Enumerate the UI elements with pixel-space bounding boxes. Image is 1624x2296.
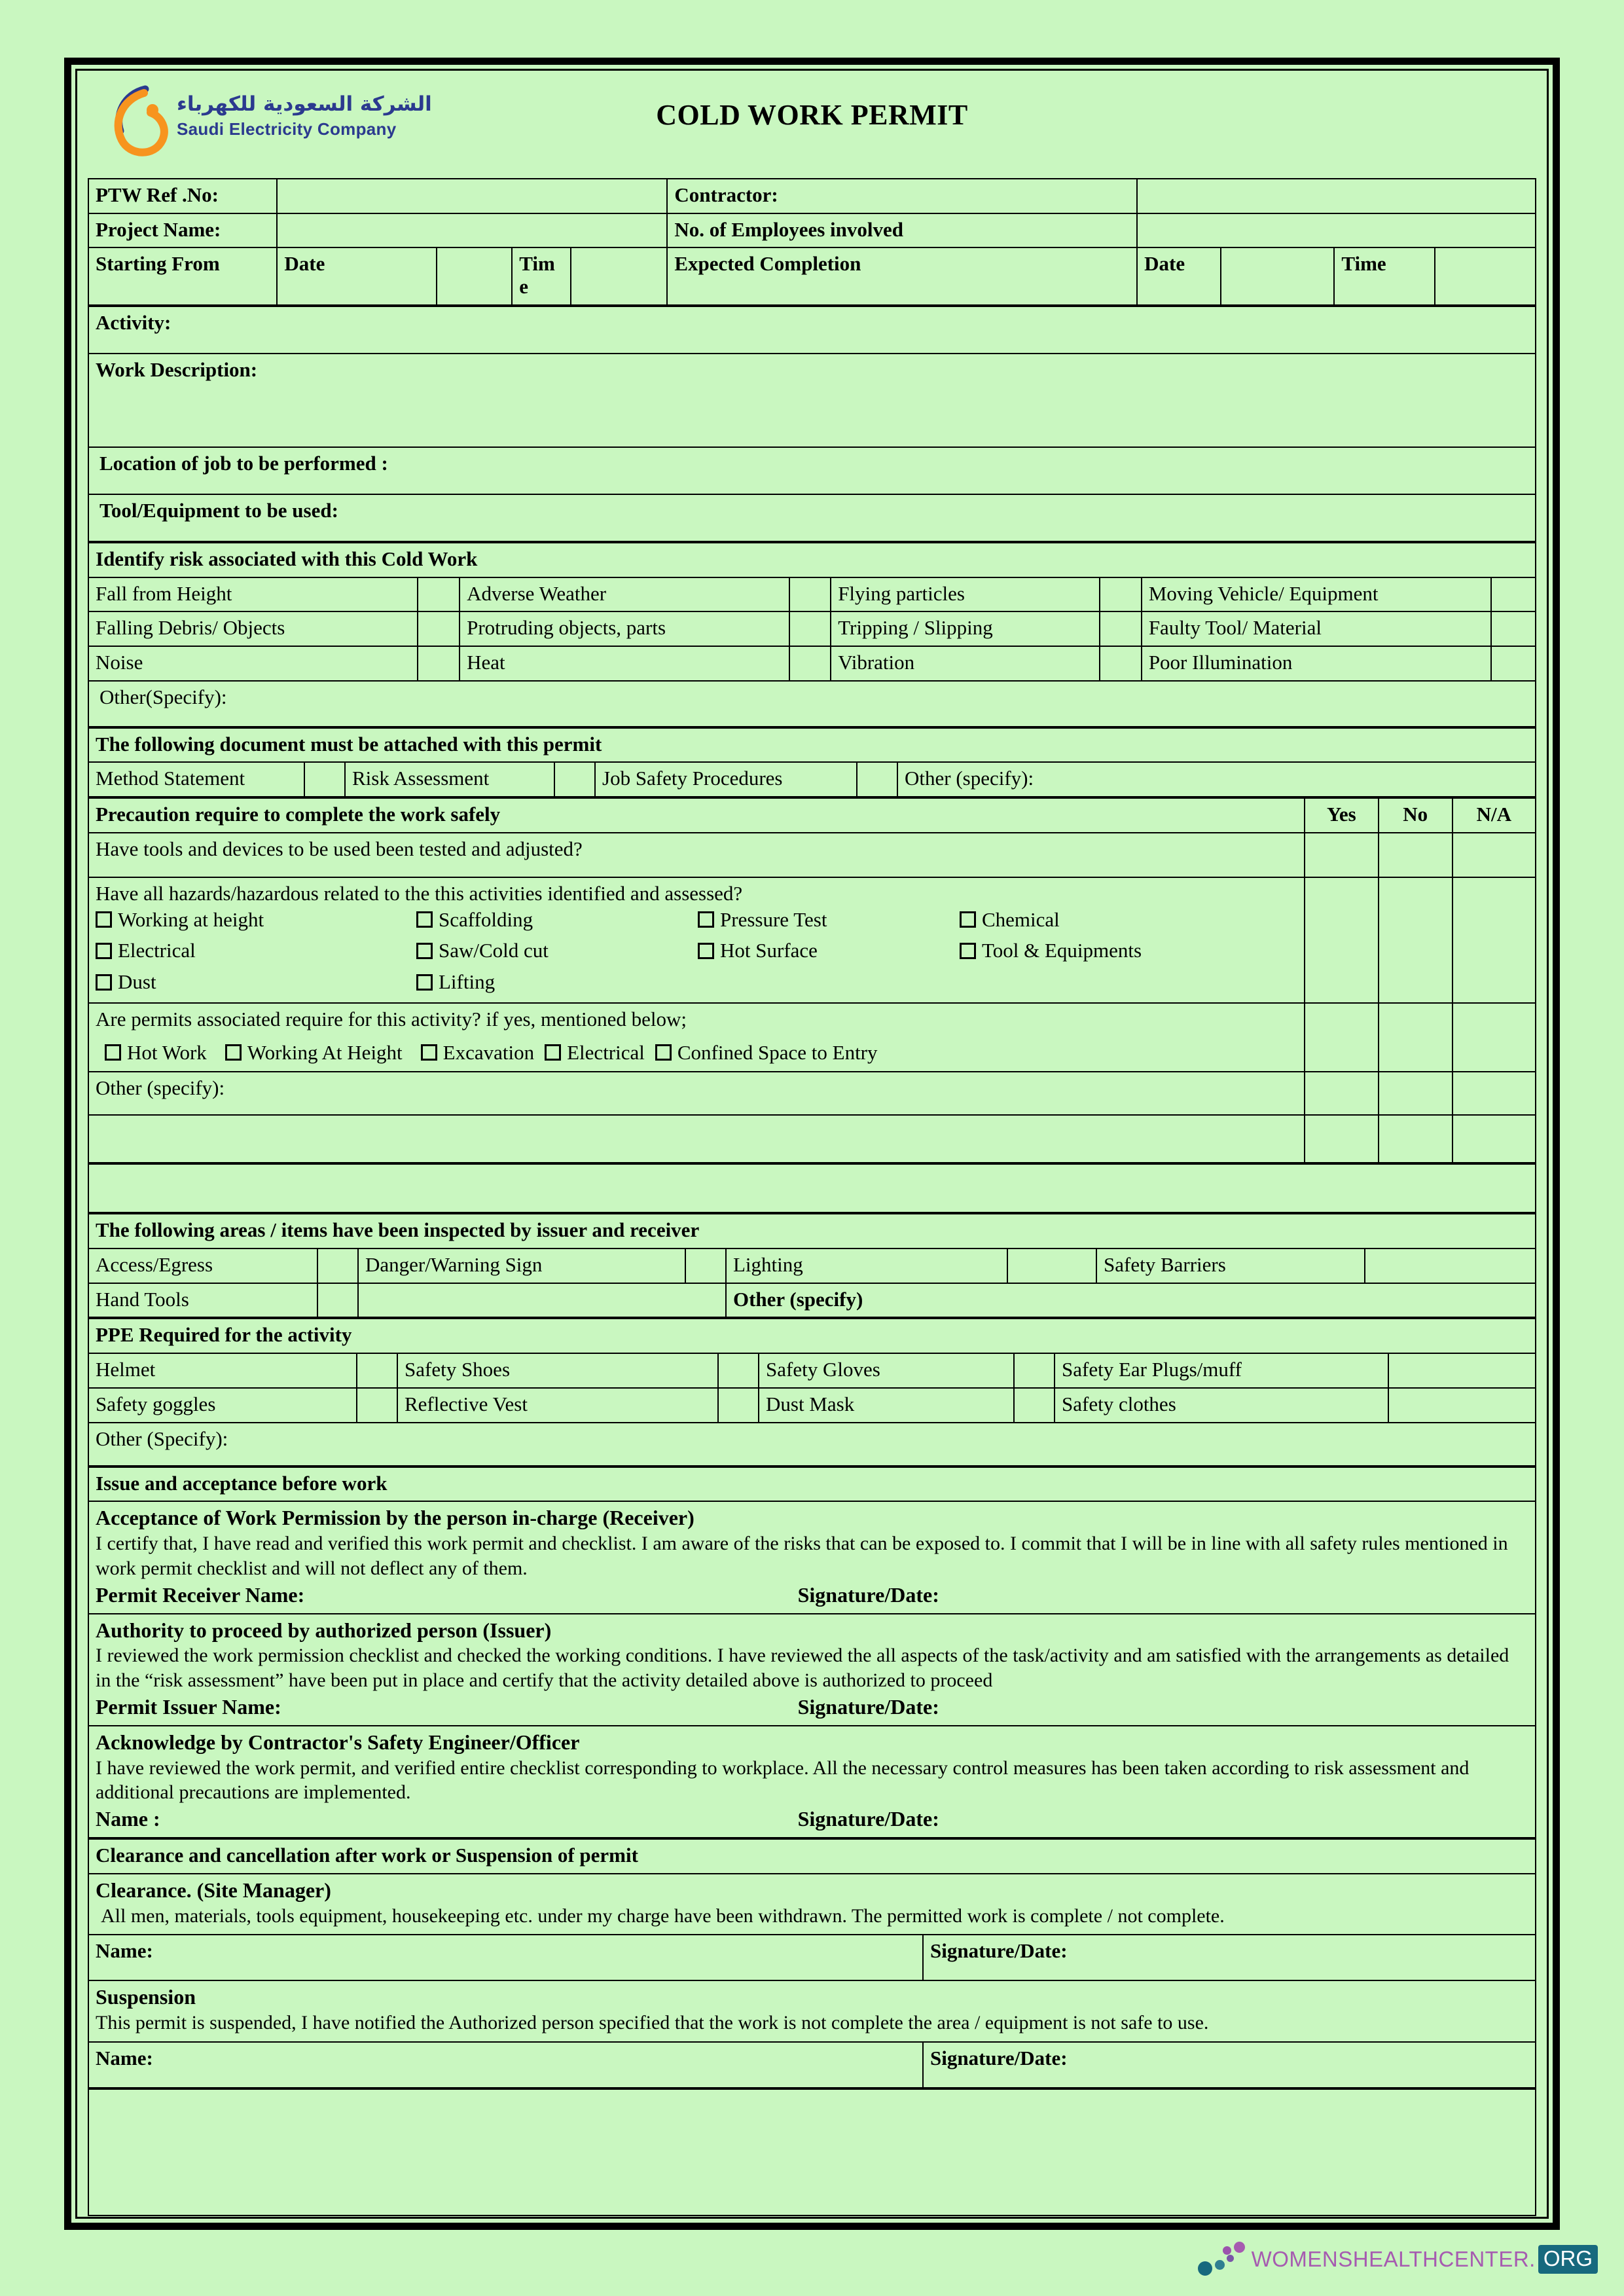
document-checkbox-cell[interactable]	[857, 762, 897, 797]
inspection-label: Lighting	[726, 1248, 1007, 1283]
hazard-option[interactable]	[416, 971, 497, 994]
receiver-signature-label[interactable]: Signature/Date:	[797, 1582, 939, 1607]
ppe-checkbox-cell[interactable]	[1388, 1353, 1536, 1388]
starting-from-label: Starting From	[88, 247, 277, 304]
document-label: Method Statement	[88, 762, 304, 797]
inspection-checkbox-cell[interactable]	[1365, 1248, 1536, 1283]
permit-type-label: Working At Height	[247, 1040, 403, 1064]
clearance-text: All men, materials, tools equipment, housekeeping etc. under my charge have been withdrawn. The permitted work is complete / not complete.	[101, 1904, 1225, 1927]
risk-other-field[interactable]: Other(Specify):	[88, 681, 1536, 727]
checkbox-icon[interactable]	[698, 943, 714, 959]
answer-na-cell[interactable]	[1453, 1115, 1536, 1163]
hazard-option-label: Chemical	[982, 907, 1060, 931]
ppe-label: Reflective Vest	[397, 1388, 718, 1423]
table-row	[88, 1467, 1536, 1502]
table-row	[88, 1248, 1536, 1283]
table-row	[88, 833, 1536, 877]
contractor-signature-line	[96, 1808, 1528, 1831]
ppe-label: Safety Ear Plugs/muff	[1055, 1353, 1388, 1388]
ppe-section-heading: PPE Required for the activity	[88, 1319, 1536, 1353]
risk-label: Flying particles	[831, 577, 1100, 612]
inspection-label: Safety Barriers	[1096, 1248, 1365, 1283]
table-row	[88, 762, 1536, 797]
end-date-value-cell[interactable]	[1221, 247, 1334, 304]
ppe-label: Safety goggles	[88, 1388, 357, 1423]
permit-type-label: Electrical	[567, 1040, 645, 1064]
permit-type-row	[96, 1042, 1297, 1065]
answer-yes-cell[interactable]	[1305, 1003, 1379, 1072]
table-row	[88, 1980, 1536, 2042]
inspection-table	[88, 1213, 1536, 1318]
answer-no-cell[interactable]	[1379, 1003, 1453, 1072]
table-row	[88, 1423, 1536, 1466]
ppe-label: Safety Shoes	[397, 1353, 718, 1388]
hazard-option-label: Electrical	[118, 939, 196, 962]
ppe-checkbox-cell[interactable]	[718, 1353, 759, 1388]
permit-type-option[interactable]	[655, 1042, 880, 1065]
table-row	[88, 2042, 1536, 2088]
risk-checkbox-cell[interactable]	[418, 577, 460, 612]
end-date-label: Date	[1137, 247, 1221, 304]
issuer-signature-line	[96, 1696, 1528, 1719]
permit-type-option[interactable]	[545, 1042, 647, 1065]
answer-na-cell[interactable]	[1453, 833, 1536, 877]
permit-page	[64, 58, 1560, 2230]
employees-value-cell[interactable]	[1137, 213, 1536, 248]
clearance-name-field[interactable]: Name:	[88, 1935, 923, 1980]
document-checkbox-cell[interactable]	[554, 762, 595, 797]
end-time-label: Time	[1334, 247, 1435, 304]
answer-yes-cell[interactable]	[1305, 1115, 1379, 1163]
table-row	[88, 354, 1536, 447]
inspection-label: Hand Tools	[88, 1283, 317, 1318]
permit-type-option[interactable]	[421, 1042, 537, 1065]
table-row	[88, 543, 1536, 577]
permit-type-label: Hot Work	[127, 1040, 207, 1064]
inspection-checkbox-cell[interactable]	[317, 1248, 358, 1283]
issuer-name-label[interactable]: Permit Issuer Name:	[96, 1694, 281, 1719]
ppe-checkbox-cell[interactable]	[1014, 1353, 1055, 1388]
ptw-ref-value-cell[interactable]	[277, 179, 667, 213]
hazard-option[interactable]	[96, 939, 416, 962]
checkbox-icon[interactable]	[96, 943, 112, 959]
ppe-other-field[interactable]: Other (Specify):	[88, 1423, 1536, 1466]
hazard-option[interactable]	[96, 971, 416, 994]
table-row	[88, 611, 1536, 646]
hazard-option-label: Dust	[118, 970, 156, 994]
start-date-label: Date	[277, 247, 437, 304]
precaution-question-3: Are permits associated require for this activity? if yes, mentioned below;	[96, 1007, 687, 1030]
table-row	[88, 1614, 1536, 1726]
risk-checkbox-cell[interactable]	[418, 611, 460, 646]
answer-na-cell[interactable]	[1453, 1003, 1536, 1072]
table-row	[88, 1501, 1536, 1613]
hazard-option-label: Hot Surface	[720, 939, 818, 962]
precautions-table	[88, 797, 1536, 1163]
issuer-signature-label[interactable]: Signature/Date:	[797, 1694, 939, 1719]
project-name-value-cell[interactable]	[277, 213, 667, 248]
hazard-option-label: Working at height	[118, 907, 264, 931]
documents-section-heading: The following document must be attached with this permit	[88, 728, 1536, 763]
watermark-org-badge: ORG	[1538, 2245, 1598, 2274]
table-row	[88, 681, 1536, 727]
answer-yes-cell[interactable]	[1305, 877, 1379, 1003]
permit-page-inner	[75, 69, 1549, 2219]
risk-label: Tripping / Slipping	[831, 611, 1100, 646]
hazard-option-label: Lifting	[439, 970, 496, 994]
start-time-value-cell[interactable]	[571, 247, 667, 304]
table-row	[88, 1283, 1536, 1318]
ppe-checkbox-cell[interactable]	[1388, 1388, 1536, 1423]
inspection-section-heading: The following areas / items have been inspected by issuer and receiver	[88, 1214, 1536, 1248]
ppe-checkbox-cell[interactable]	[718, 1388, 759, 1423]
col-header-yes: Yes	[1305, 798, 1379, 833]
risk-label: Protruding objects, parts	[460, 611, 789, 646]
issue-section-heading: Issue and acceptance before work	[88, 1467, 1536, 1502]
precaution-question-3-cell	[88, 1003, 1305, 1072]
answer-no-cell[interactable]	[1379, 1115, 1453, 1163]
hazard-checkbox-row	[96, 939, 1297, 962]
checkbox-icon[interactable]	[105, 1044, 121, 1061]
col-header-na: N/A	[1453, 798, 1536, 833]
table-row	[88, 213, 1536, 248]
checkbox-icon[interactable]	[545, 1044, 561, 1061]
risk-label: Falling Debris/ Objects	[88, 611, 418, 646]
checkbox-icon[interactable]	[655, 1044, 672, 1061]
suspension-name-field[interactable]: Name:	[88, 2042, 923, 2088]
checkbox-icon[interactable]	[416, 911, 433, 928]
table-row	[88, 798, 1536, 833]
ppe-checkbox-cell[interactable]	[357, 1353, 397, 1388]
ppe-label: Safety clothes	[1055, 1388, 1388, 1423]
receiver-block	[88, 1501, 1536, 1613]
document-label: Job Safety Procedures	[595, 762, 857, 797]
hazard-option-label: Tool & Equipments	[982, 939, 1142, 962]
table-row	[88, 247, 1536, 304]
ppe-checkbox-cell[interactable]	[1014, 1388, 1055, 1423]
documents-table	[88, 727, 1536, 797]
risk-checkbox-cell[interactable]	[1100, 611, 1142, 646]
site-watermark	[1197, 2241, 1598, 2278]
contractor-ack-title: Acknowledge by Contractor's Safety Engineer/Officer	[96, 1730, 580, 1754]
checkbox-icon[interactable]	[96, 974, 112, 991]
receiver-name-label[interactable]: Permit Receiver Name:	[96, 1582, 305, 1607]
end-time-value-cell[interactable]	[1435, 247, 1536, 304]
footer-blank-cell[interactable]	[88, 2089, 1536, 2215]
risk-label: Heat	[460, 646, 789, 681]
hazard-option[interactable]	[96, 909, 416, 932]
ppe-checkbox-cell[interactable]	[357, 1388, 397, 1423]
table-row	[88, 1072, 1536, 1115]
checkbox-icon[interactable]	[416, 974, 433, 991]
inspection-label: Danger/Warning Sign	[358, 1248, 685, 1283]
hazard-option[interactable]	[416, 909, 698, 932]
start-date-value-cell[interactable]	[437, 247, 512, 304]
issuer-block	[88, 1614, 1536, 1726]
checkbox-icon[interactable]	[698, 911, 714, 928]
permit-type-option[interactable]	[225, 1042, 405, 1065]
inspection-checkbox-cell[interactable]	[685, 1248, 726, 1283]
risk-label: Adverse Weather	[460, 577, 789, 612]
table-row	[88, 494, 1536, 541]
watermark-dots-icon	[1197, 2243, 1252, 2276]
table-row	[88, 577, 1536, 612]
answer-na-cell[interactable]	[1453, 877, 1536, 1003]
inspection-label: Access/Egress	[88, 1248, 317, 1283]
answer-yes-cell[interactable]	[1305, 1072, 1379, 1115]
clearance-table	[88, 1838, 1536, 2088]
ppe-label: Safety Gloves	[759, 1353, 1014, 1388]
receiver-title: Acceptance of Work Permission by the person in-charge (Receiver)	[96, 1506, 695, 1530]
blank-notes-cell[interactable]	[88, 1164, 1536, 1212]
expected-completion-label: Expected Completion	[667, 247, 1137, 304]
checkbox-icon[interactable]	[960, 943, 976, 959]
activity-field[interactable]: Activity:	[88, 306, 1536, 354]
issuer-title: Authority to proceed by authorized person (Issuer)	[96, 1618, 552, 1642]
risk-checkbox-cell[interactable]	[789, 611, 831, 646]
receiver-signature-line	[96, 1584, 1528, 1607]
document-header	[88, 80, 1536, 178]
precautions-section-heading: Precaution require to complete the work safely	[88, 798, 1305, 833]
work-description-field[interactable]: Work Description:	[88, 354, 1536, 447]
ppe-label: Dust Mask	[759, 1388, 1014, 1423]
table-row	[88, 1839, 1536, 1874]
issuer-text: I reviewed the work permission checklist and checked the working conditions. I have reviewed the all aspects of the task/activity and am satisfied with the arrangements as detailed in the “risk assessment” have been put in place and certify that the activity detailed above is authorized to proceed	[96, 1645, 1509, 1692]
hazard-option-label: Scaffolding	[439, 907, 533, 931]
table-row	[88, 1003, 1536, 1072]
table-row	[88, 646, 1536, 681]
table-row	[88, 1874, 1536, 1935]
suspension-text: This permit is suspended, I have notified the Authorized person specified that the work is not complete the area / equipment is not safe to use.	[96, 2012, 1209, 2034]
hazard-option[interactable]	[416, 939, 698, 962]
inspection-other-field[interactable]: Other (specify)	[726, 1283, 1536, 1318]
checkbox-icon[interactable]	[960, 911, 976, 928]
risk-checkbox-cell[interactable]	[789, 646, 831, 681]
table-row	[88, 1353, 1536, 1388]
col-header-no: No	[1379, 798, 1453, 833]
project-name-label: Project Name:	[88, 213, 277, 248]
answer-no-cell[interactable]	[1379, 833, 1453, 877]
document-checkbox-cell[interactable]	[304, 762, 345, 797]
inspection-checkbox-cell[interactable]	[317, 1283, 358, 1318]
checkbox-icon[interactable]	[225, 1044, 242, 1061]
checkbox-icon[interactable]	[416, 943, 433, 959]
precautions-blank-cell[interactable]	[88, 1115, 1305, 1163]
precaution-question-1: Have tools and devices to be used been tested and adjusted?	[88, 833, 1305, 877]
hazard-option-label: Saw/Cold cut	[439, 939, 549, 962]
table-row	[88, 179, 1536, 213]
issue-acceptance-table	[88, 1467, 1536, 1838]
logo-english-text: Saudi Electricity Company	[177, 118, 397, 139]
location-field[interactable]: Location of job to be performed :	[88, 447, 1536, 494]
suspension-signature-field[interactable]: Signature/Date:	[923, 2042, 1536, 2088]
risk-checkbox-cell[interactable]	[1100, 646, 1142, 681]
inspection-checkbox-cell[interactable]	[1007, 1248, 1096, 1283]
risk-checkbox-cell[interactable]	[1491, 611, 1536, 646]
table-row	[88, 1726, 1536, 1838]
risk-checkbox-cell[interactable]	[789, 577, 831, 612]
precautions-extra-blank-table	[88, 1163, 1536, 1213]
table-row	[88, 1388, 1536, 1423]
table-row	[88, 877, 1536, 1003]
page-title: COLD WORK PERMIT	[656, 99, 968, 131]
precaution-question-2-cell	[88, 877, 1305, 1003]
answer-no-cell[interactable]	[1379, 877, 1453, 1003]
ptw-ref-label: PTW Ref .No:	[88, 179, 277, 213]
answer-na-cell[interactable]	[1453, 1072, 1536, 1115]
tools-field[interactable]: Tool/Equipment to be used:	[88, 494, 1536, 541]
precautions-other-field[interactable]: Other (specify):	[88, 1072, 1305, 1115]
risk-checkbox-cell[interactable]	[418, 646, 460, 681]
risk-checkbox-cell[interactable]	[1100, 577, 1142, 612]
suspension-title: Suspension	[96, 1985, 196, 2009]
risk-label: Vibration	[831, 646, 1100, 681]
table-row	[88, 728, 1536, 763]
risk-label: Faulty Tool/ Material	[1142, 611, 1491, 646]
header-fields-table	[88, 178, 1536, 306]
clearance-title: Clearance. (Site Manager)	[96, 1878, 331, 1902]
contractor-signature-label[interactable]: Signature/Date:	[797, 1807, 939, 1831]
table-row	[88, 2089, 1536, 2215]
document-label: Risk Assessment	[345, 762, 554, 797]
clearance-signature-field[interactable]: Signature/Date:	[923, 1935, 1536, 1980]
table-row	[88, 1319, 1536, 1353]
hazard-checkbox-row	[96, 909, 1297, 932]
hazard-option[interactable]	[960, 939, 1144, 962]
risk-label: Moving Vehicle/ Equipment	[1142, 577, 1491, 612]
employees-label: No. of Employees involved	[667, 213, 1137, 248]
answer-no-cell[interactable]	[1379, 1072, 1453, 1115]
table-row	[88, 306, 1536, 354]
inspection-blank-cell[interactable]	[358, 1283, 726, 1318]
descriptive-table	[88, 306, 1536, 542]
permit-type-option[interactable]	[105, 1042, 209, 1065]
contractor-value-cell[interactable]	[1137, 179, 1536, 213]
precaution-question-2: Have all hazards/hazardous related to the this activities identified and assessed?	[96, 881, 743, 905]
table-row	[88, 1935, 1536, 1980]
logo-arabic-text: الشركة السعودية للكهرباء	[177, 92, 432, 116]
documents-other-field[interactable]: Other (specify):	[897, 762, 1536, 797]
permit-type-label: Excavation	[442, 1040, 535, 1064]
clearance-section-heading: Clearance and cancellation after work or Suspension of permit	[88, 1839, 1536, 1874]
start-time-label: Time	[512, 247, 571, 304]
watermark-name: WOMENSHEALTHCENTER.	[1251, 2247, 1536, 2271]
ppe-table	[88, 1318, 1536, 1466]
contractor-name-label[interactable]: Name :	[96, 1807, 160, 1831]
contractor-ack-block	[88, 1726, 1536, 1838]
table-row	[88, 1164, 1536, 1212]
receiver-text: I certify that, I have read and verified this work permit and checklist. I am aware of the risks that can be exposed to. I commit that I will be in line with all safety rules mentioned in work permit checklist and will not deflect any of them.	[96, 1533, 1508, 1579]
contractor-ack-text: I have reviewed the work permit, and verified entire checklist corresponding to workplace. All the necessary control measures has been taken according to risk assessment and additional precautions are implemented.	[96, 1757, 1470, 1804]
footer-blank-table	[88, 2088, 1536, 2216]
risk-section-heading: Identify risk associated with this Cold Work	[88, 543, 1536, 577]
risk-checkbox-cell[interactable]	[1491, 577, 1536, 612]
answer-yes-cell[interactable]	[1305, 833, 1379, 877]
table-row	[88, 1214, 1536, 1248]
risk-label: Noise	[88, 646, 418, 681]
table-row	[88, 447, 1536, 494]
hazard-option[interactable]	[960, 909, 1062, 932]
hazard-checkbox-row	[96, 971, 1297, 994]
risk-checkbox-cell[interactable]	[1491, 646, 1536, 681]
risk-table	[88, 542, 1536, 727]
checkbox-icon[interactable]	[421, 1044, 437, 1061]
ppe-label: Helmet	[88, 1353, 357, 1388]
risk-label: Fall from Height	[88, 577, 418, 612]
hazard-option[interactable]	[698, 909, 960, 932]
clearance-block	[88, 1874, 1536, 1935]
contractor-label: Contractor:	[667, 179, 1137, 213]
hazard-option[interactable]	[698, 939, 960, 962]
permit-type-label: Confined Space to Entry	[677, 1040, 878, 1064]
hazard-option-label: Pressure Test	[720, 907, 827, 931]
suspension-block	[88, 1980, 1536, 2042]
checkbox-icon[interactable]	[96, 911, 112, 928]
table-row	[88, 1115, 1536, 1163]
risk-label: Poor Illumination	[1142, 646, 1491, 681]
